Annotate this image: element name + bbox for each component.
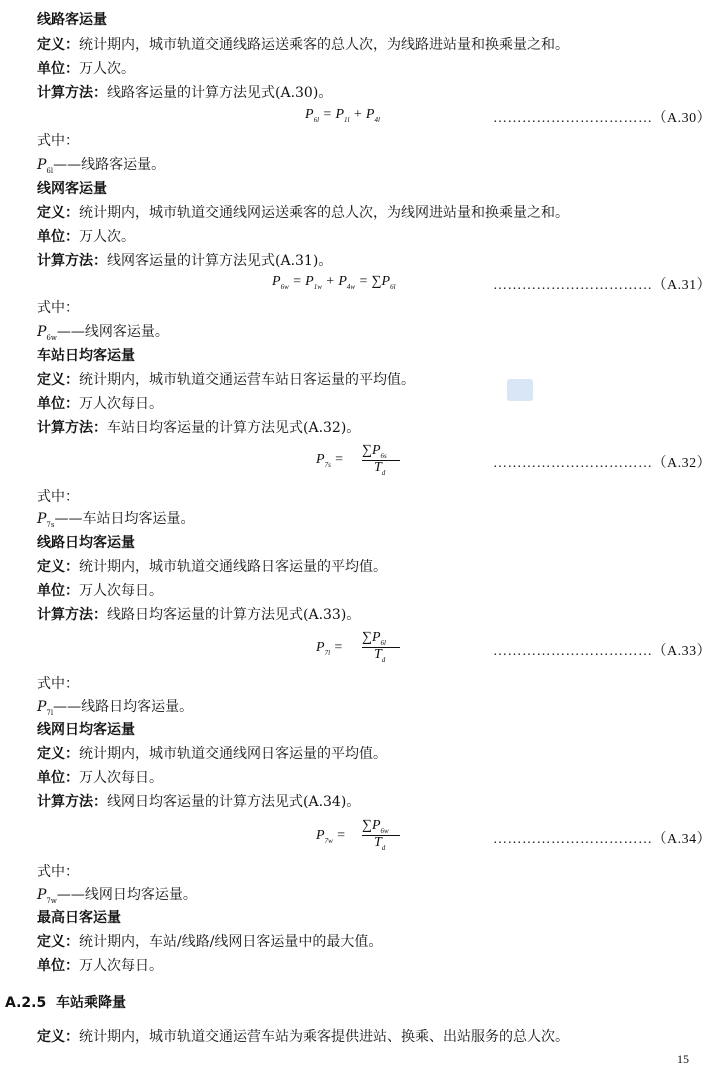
definition-network-passenger [37,203,569,223]
fraction-denominator: $T_d$ [374,647,386,664]
section-title-network-daily: 线网日均客运量 [37,722,135,738]
equation-number-a30: ……………………………（A.30） [493,111,712,126]
fraction-denominator: $T_d$ [374,460,386,477]
unit-label: 单位： [37,958,79,974]
unit-network-daily [37,768,163,788]
method-label: 计算方法： [37,253,107,269]
unit-label: 单位： [37,229,79,245]
definition-text: 统计期内，城市轨道交通运营车站日客运量的平均值。 [79,372,415,388]
unit-text: 万人次。 [79,229,135,245]
definition-line-daily [37,557,387,577]
definition-label: 定义： [37,37,79,53]
unit-max-daily [37,956,163,976]
definition-line-passenger [37,35,569,55]
method-line-passenger [37,83,332,103]
variable-definition: $P_{7w}——$线网日均客运量。 [37,887,197,905]
section-title-network-passenger: 线网客运量 [37,181,107,197]
where-label: 式中： [37,864,79,880]
method-label: 计算方法： [37,794,107,810]
section-title-line-daily: 线路日均客运量 [37,535,135,551]
formula-a32-lhs: $P_{7s}$ = [316,452,344,469]
unit-network-passenger [37,227,135,247]
formula-a34-lhs: $P_{7w}$ = [316,828,346,845]
definition-text: 统计期内，城市轨道交通运营车站为乘客提供进站、换乘、出站服务的总人次。 [79,1029,569,1045]
method-station-daily [37,418,360,438]
equation-number-a34: ……………………………（A.34） [493,832,712,847]
subsection-number: A.2.5 [5,995,47,1011]
unit-line-passenger [37,59,135,79]
unit-station-daily [37,394,163,414]
fraction-a32 [362,443,402,479]
variable-definition: $P_{6l}——$线路客运量。 [37,157,166,175]
method-label: 计算方法： [37,607,107,623]
definition-label: 定义： [37,1029,79,1045]
method-network-passenger [37,251,332,271]
fraction-a33 [362,630,402,666]
subsection-heading-a25 [5,992,126,1012]
method-text: 线路客运量的计算方法见式(A.30)。 [107,85,333,101]
unit-text: 万人次每日。 [79,583,163,599]
definition-text: 统计期内，城市轨道交通线网日客运量的平均值。 [79,746,387,762]
unit-label: 单位： [37,583,79,599]
fraction-numerator: $\sum P_{6s}$ [362,443,387,460]
definition-label: 定义： [37,559,79,575]
definition-text: 统计期内，城市轨道交通线网运送乘客的总人次，为线网进站量和换乘量之和。 [79,205,569,221]
definition-max-daily [37,932,382,952]
fraction-a34 [362,818,402,854]
unit-line-daily [37,581,163,601]
method-text: 线路日均客运量的计算方法见式(A.33)。 [107,607,361,623]
subsection-title: 车站乘降量 [55,995,126,1011]
definition-text: 统计期内，城市轨道交通线路运送乘客的总人次，为线路进站量和换乘量之和。 [79,37,569,53]
equation-number-a33: ……………………………（A.33） [493,644,712,659]
definition-label: 定义： [37,205,79,221]
definition-label: 定义： [37,372,79,388]
unit-label: 单位： [37,61,79,77]
where-label: 式中： [37,489,79,505]
definition-network-daily [37,744,387,764]
equation-number-a32: ……………………………（A.32） [493,456,712,471]
method-label: 计算方法： [37,420,107,436]
unit-text: 万人次每日。 [79,958,163,974]
method-label: 计算方法： [37,85,107,101]
formula-a33-lhs: $P_{7l}$ = [316,640,343,657]
method-network-daily [37,792,360,812]
section-title-max-daily: 最高日客运量 [37,910,121,926]
method-text: 车站日均客运量的计算方法见式(A.32)。 [107,420,361,436]
fraction-denominator: $T_d$ [374,835,386,852]
variable-definition: $P_{7s}——$车站日均客运量。 [37,511,195,529]
unit-text: 万人次。 [79,61,135,77]
definition-station-boarding [37,1027,569,1047]
method-line-daily [37,605,360,625]
fraction-numerator: $\sum P_{6w}$ [362,818,389,835]
fraction-numerator: $\sum P_{6l}$ [362,630,386,647]
formula-a31: $P_{6w} = P_{1w} + P_{4w} = \sum P_{6l}$ [272,274,396,291]
section-title-station-daily: 车站日均客运量 [37,348,135,364]
definition-label: 定义： [37,746,79,762]
definition-label: 定义： [37,934,79,950]
definition-station-daily [37,370,415,390]
unit-label: 单位： [37,396,79,412]
where-label: 式中： [37,133,79,149]
definition-text: 统计期内，城市轨道交通线路日客运量的平均值。 [79,559,387,575]
where-label: 式中： [37,300,79,316]
unit-text: 万人次每日。 [79,770,163,786]
unit-text: 万人次每日。 [79,396,163,412]
formula-a30: $P_{6l} = P_{1l} + P_{4l}$ [305,107,380,124]
variable-definition: $P_{7l}——$线路日均客运量。 [37,699,194,717]
unit-label: 单位： [37,770,79,786]
equation-number-a31: ……………………………（A.31） [493,278,712,293]
definition-text: 统计期内，车站/线路/线网日客运量中的最大值。 [79,934,383,950]
variable-definition: $P_{6w}——$线网客运量。 [37,324,169,342]
section-title-line-passenger: 线路客运量 [37,12,107,28]
page-number: 15 [677,1052,689,1066]
where-label: 式中： [37,676,79,692]
method-text: 线网日均客运量的计算方法见式(A.34)。 [107,794,361,810]
watermark-logo [507,379,533,401]
method-text: 线网客运量的计算方法见式(A.31)。 [107,253,333,269]
